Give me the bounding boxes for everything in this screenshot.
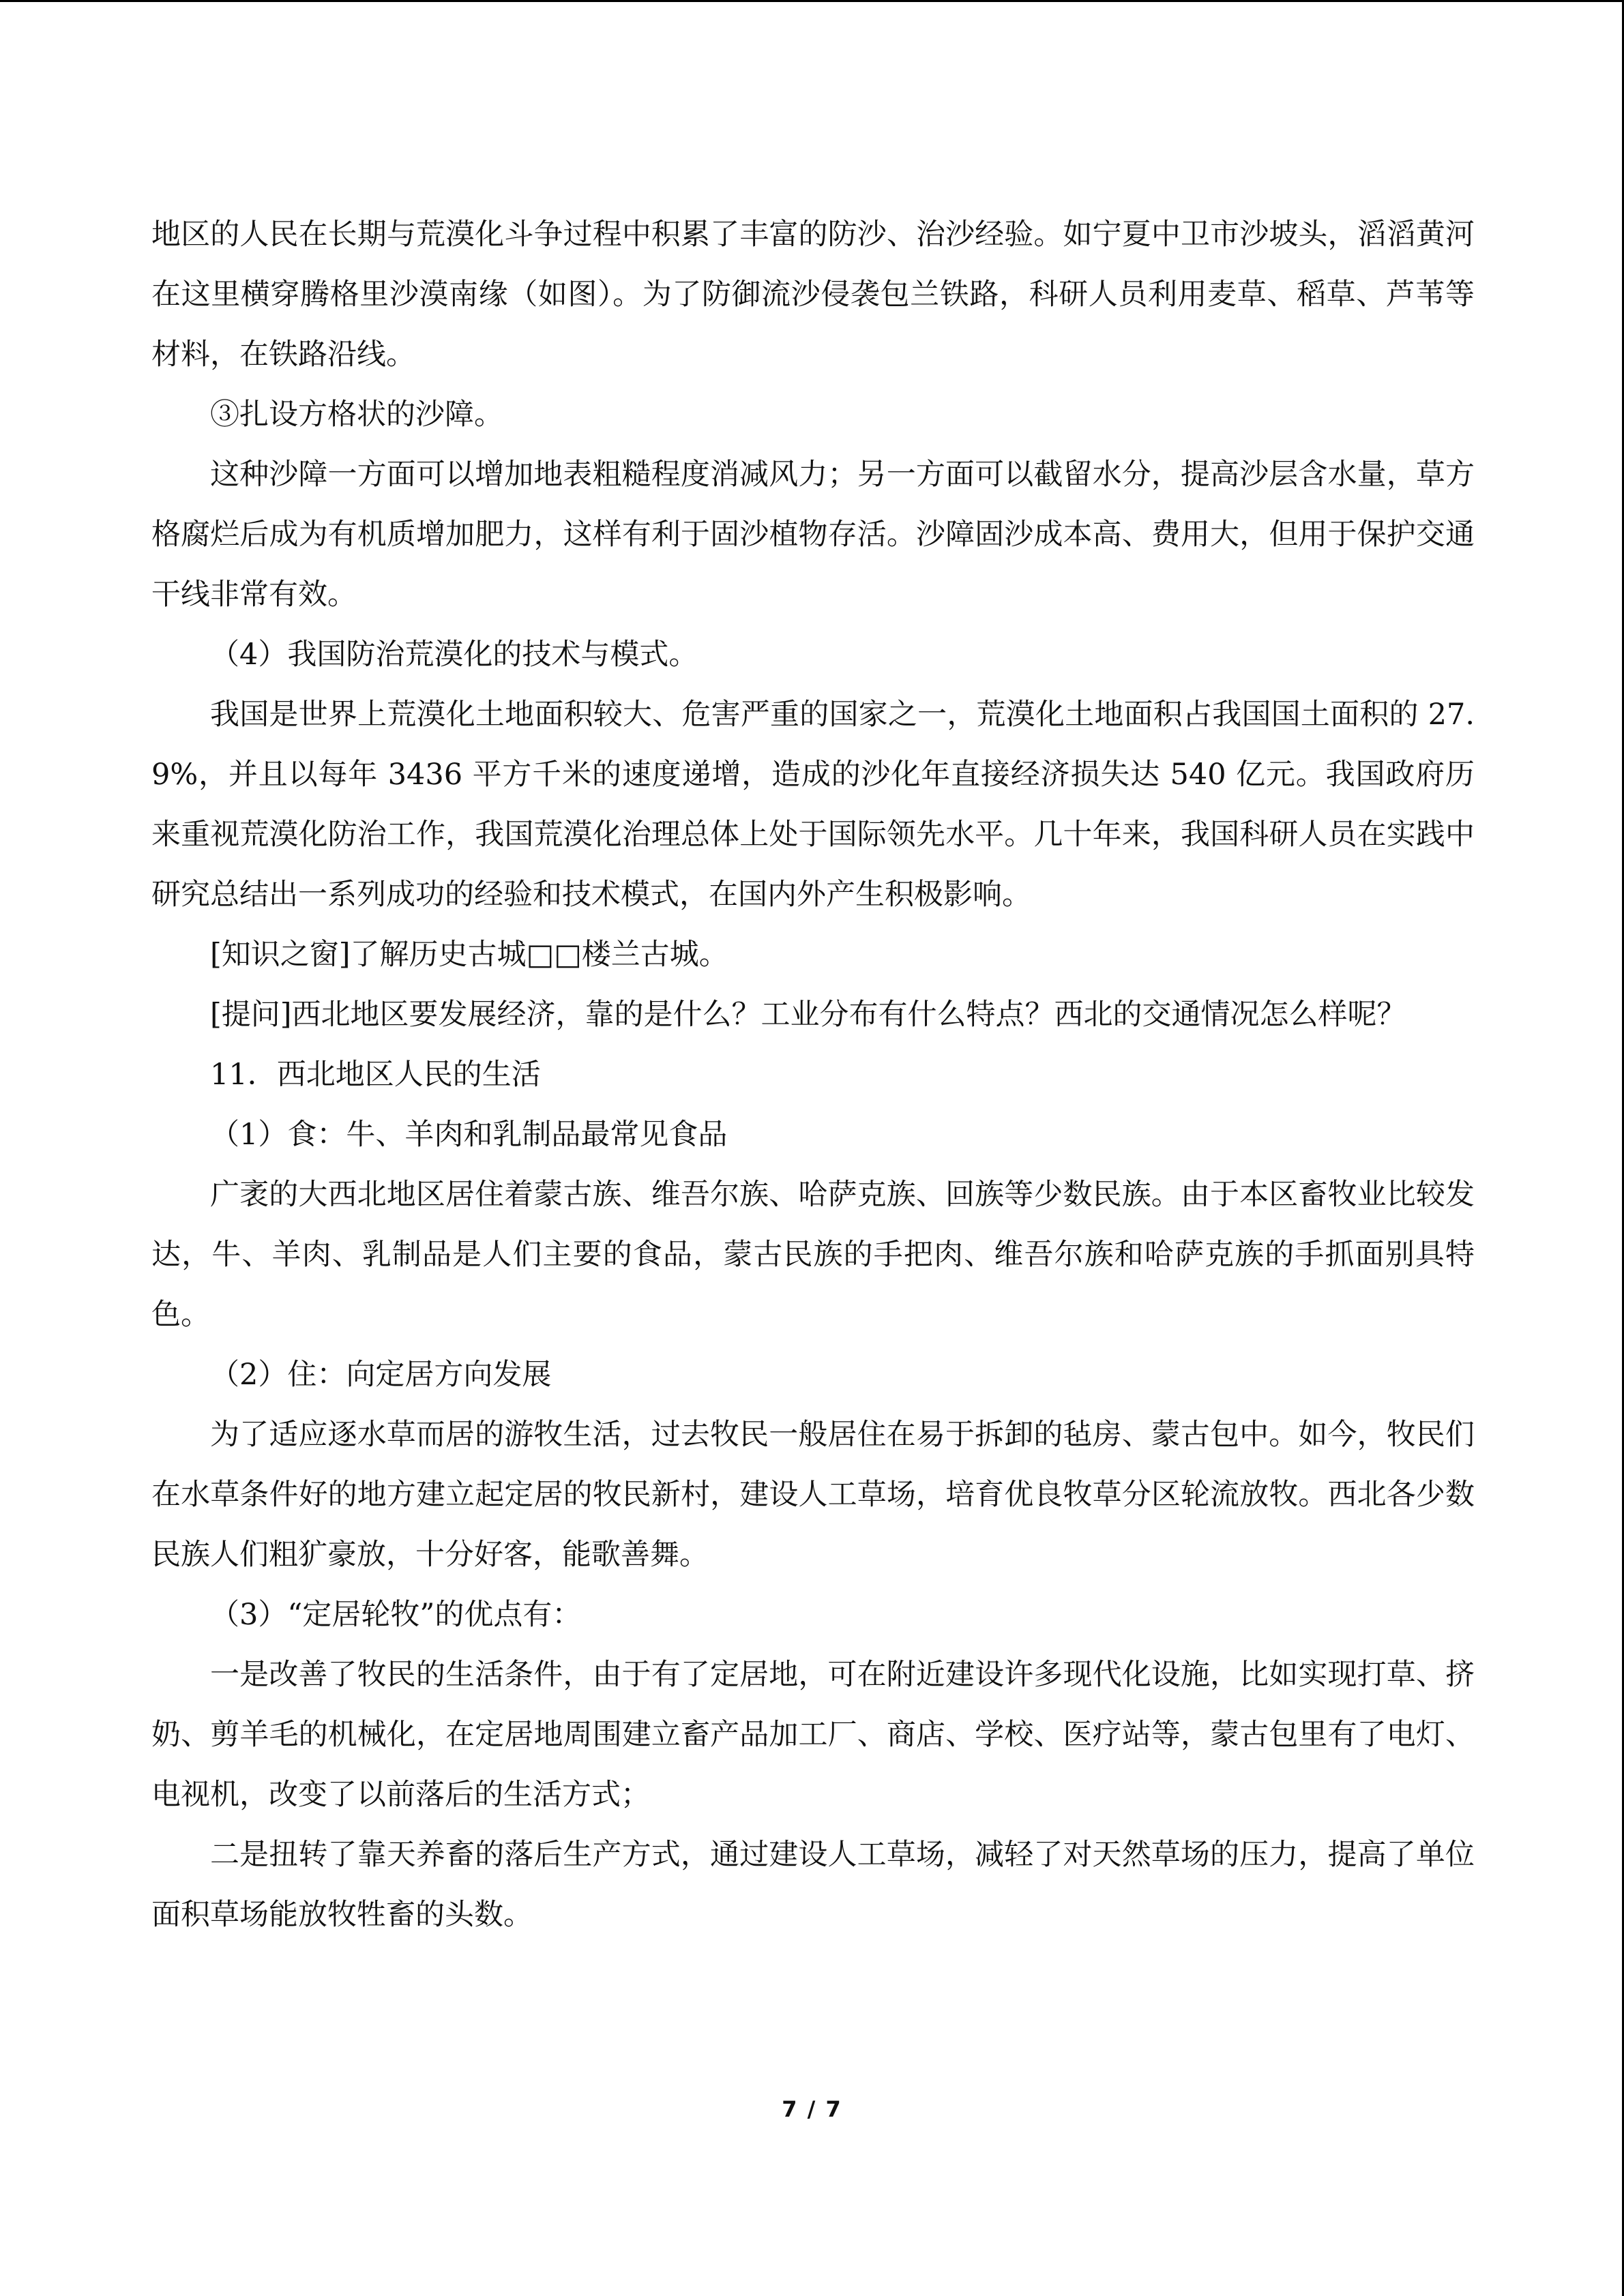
paragraph-food: 广袤的大西北地区居住着蒙古族、维吾尔族、哈萨克族、回族等少数民族。由于本区畜牧业比较发达，牛、羊肉、乳制品是人们主要的食品，蒙古民族的手把肉、维吾尔族和哈萨克族的手抓面别具特色。: [151, 1178, 1475, 1332]
document-body: [151, 205, 1475, 1945]
paragraph-knowledge-window: [知识之窗]了解历史古城□□楼兰古城。: [210, 938, 728, 972]
paragraph-question: [提问]西北地区要发展经济，靠的是什么？工业分布有什么特点？西北的交通情况怎么样呢？: [210, 998, 1406, 1032]
page-number: 7 / 7: [782, 2096, 842, 2122]
paragraph-sand-barrier-effects: 这种沙障一方面可以增加地表粗糙程度消减风力；另一方面可以截留水分，提高沙层含水量，草方格腐烂后成为有机质增加肥力，这样有利于固沙植物存活。沙障固沙成本高、费用大，但用于保护交通干线非常有效。: [151, 458, 1475, 612]
subheading-housing: （2）住：向定居方向发展: [210, 1358, 552, 1392]
section-heading-4: （4）我国防治荒漠化的技术与模式。: [210, 638, 698, 672]
section-heading-11: 11．西北地区人民的生活: [210, 1058, 541, 1092]
paragraph-sand-barrier-heading: ③扎设方格状的沙障。: [210, 398, 503, 432]
paragraph-advantage-one: 一是改善了牧民的生活条件，由于有了定居地，可在附近建设许多现代化设施，比如实现打草、挤奶、剪羊毛的机械化，在定居地周围建立畜产品加工厂、商店、学校、医疗站等，蒙古包里有了电灯、电视机，改变了以前落后的生活方式；: [151, 1658, 1475, 1812]
subheading-food: （1）食：牛、羊肉和乳制品最常见食品: [210, 1118, 728, 1152]
paragraph-advantage-two: 二是扭转了靠天养畜的落后生产方式，通过建设人工草场，减轻了对天然草场的压力，提高了单位面积草场能放牧牲畜的头数。: [151, 1838, 1475, 1932]
paragraph-desertification-experience: 地区的人民在长期与荒漠化斗争过程中积累了丰富的防沙、治沙经验。如宁夏中卫市沙坡头，滔滔黄河在这里横穿腾格里沙漠南缘（如图）。为了防御流沙侵袭包兰铁路，科研人员利用麦草、稻草、芦苇等材料，在铁路沿线。: [151, 218, 1475, 372]
subheading-rotational-grazing: （3）“定居轮牧”的优点有：: [210, 1598, 582, 1632]
paragraph-china-desertification: 我国是世界上荒漠化土地面积较大、危害严重的国家之一，荒漠化土地面积占我国国土面积的 27.9%，并且以每年 3436 平方千米的速度递增，造成的沙化年直接经济损失达 540 亿元。我国政府历来重视荒漠化防治工作，我国荒漠化治理总体上处于国际领先水平。几十年来，我国科研人员在实践中研究总结出一系列成功的经验和技术模式，在国内外产生积极影响。: [151, 698, 1475, 912]
paragraph-housing: 为了适应逐水草而居的游牧生活，过去牧民一般居住在易于拆卸的毡房、蒙古包中。如今，牧民们在水草条件好的地方建立起定居的牧民新村，建设人工草场，培育优良牧草分区轮流放牧。西北各少数民族人们粗犷豪放，十分好客，能歌善舞。: [151, 1418, 1475, 1572]
